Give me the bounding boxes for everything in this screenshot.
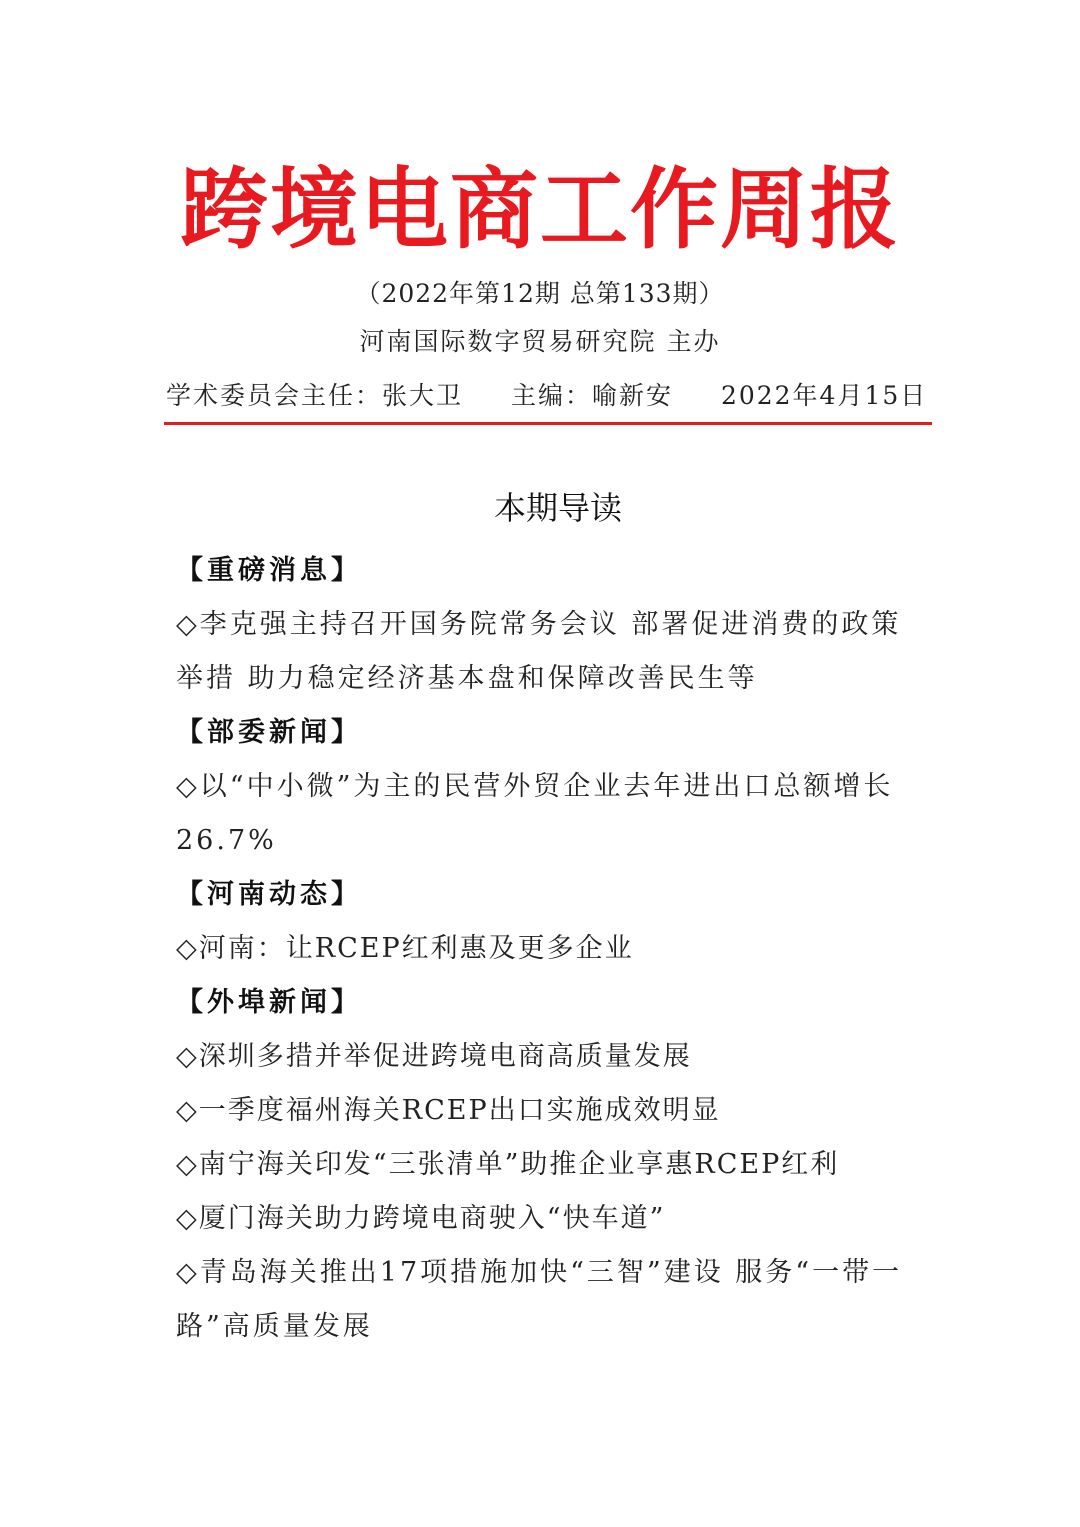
sponsor-line: 河南国际数字贸易研究院 主办: [359, 327, 721, 356]
toc-item[interactable]: ◇河南：让RCEP红利惠及更多企业: [176, 933, 634, 964]
academic-director: 学术委员会主任：张大卫: [166, 381, 464, 410]
toc-item[interactable]: ◇李克强主持召开国务院常务会议 部署促进消费的政策举措 助力稳定经济基本盘和保障改善民生等: [176, 609, 902, 694]
toc-section-ministry-news: [176, 706, 926, 868]
toc-item[interactable]: ◇一季度福州海关RCEP出口实施成效明显: [176, 1095, 721, 1126]
section-label: 【河南动态】: [176, 879, 362, 910]
section-label: 【部委新闻】: [176, 717, 362, 748]
toc-section-henan-updates: [176, 868, 926, 976]
toc-item[interactable]: ◇深圳多措并举促进跨境电商高质量发展: [176, 1041, 692, 1072]
toc-section-other-regions: [176, 976, 926, 1354]
publish-date: 2022年4月15日: [720, 381, 928, 410]
section-label: 【重磅消息】: [176, 555, 362, 586]
section-label: 【外埠新闻】: [176, 987, 362, 1018]
toc-item[interactable]: ◇厦门海关助力跨境电商驶入“快车道”: [176, 1203, 666, 1234]
toc-item[interactable]: ◇青岛海关推出17项措施加快“三智”建设 服务“一带一路”高质量发展: [176, 1257, 903, 1342]
toc-section-headline-news: [176, 544, 926, 706]
editorial-line: [166, 378, 927, 414]
toc-item[interactable]: ◇以“中小微”为主的民营外贸企业去年进出口总额增长26.7%: [176, 771, 894, 856]
table-of-contents: [176, 544, 926, 1354]
masthead-divider: [164, 422, 932, 425]
toc-item[interactable]: ◇南宁海关印发“三张清单”助推企业享惠RCEP红利: [176, 1149, 840, 1180]
toc-heading: 本期导读: [493, 489, 622, 527]
issue-number: （2022年第12期 总第133期）: [355, 279, 725, 308]
chief-editor: 主编：喻新安: [510, 381, 673, 410]
newsletter-title: 跨境电商工作周报: [179, 158, 900, 261]
